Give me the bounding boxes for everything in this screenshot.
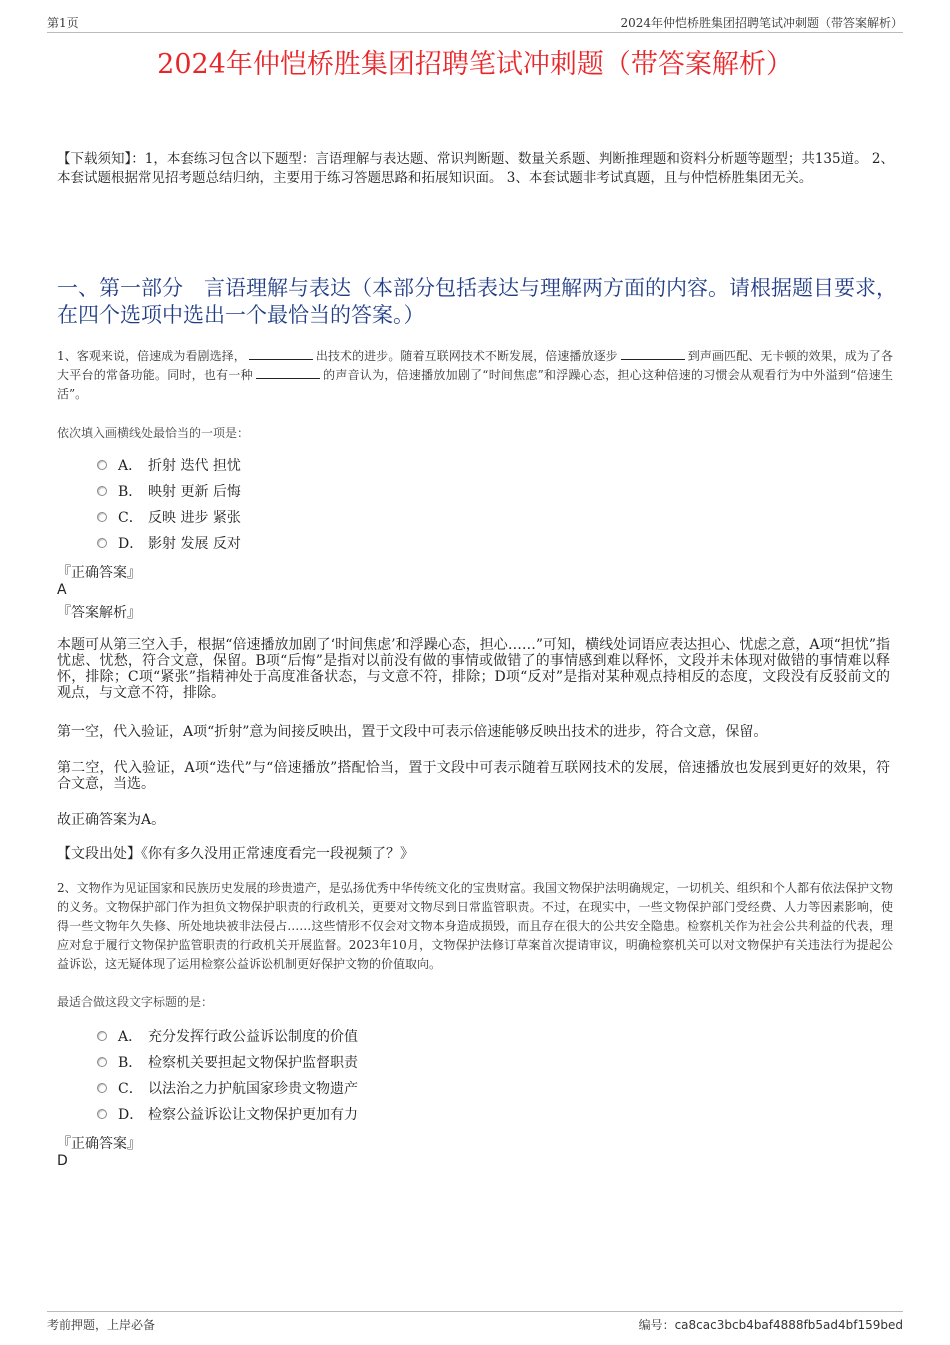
option-b[interactable] <box>97 1049 358 1075</box>
option-letter: A． <box>118 1029 143 1045</box>
radio-icon[interactable] <box>97 486 107 496</box>
download-notice: 【下载须知】：1，本套练习包含以下题型：言语理解与表达题、常识判断题、数量关系题、判断推理题和资料分析题等题型；共135道。 2、本套试题根据常见招考题总结归纳，主要用于练习答题思路和拓展知识面。 3、本套试题非考试真题，且与仲恺桥胜集团无关。 <box>57 151 894 186</box>
header-doc-title: 2024年仲恺桥胜集团招聘笔试冲刺题（带答案解析） <box>620 16 903 30</box>
correct-answer-label: 『正确答案』 <box>57 565 141 581</box>
option-d[interactable] <box>97 1101 358 1127</box>
question-1-prompt: 依次填入画横线处最恰当的一项是： <box>57 426 250 440</box>
option-text: 折射 迭代 担忧 <box>148 458 241 474</box>
option-text: 反映 进步 紧张 <box>148 510 241 526</box>
option-text: 影射 发展 反对 <box>148 536 241 552</box>
question-1-part-1: 1、客观来说，倍速成为看剧选择， <box>57 349 246 363</box>
source-citation: 【文段出处】《你有多久没用正常速度看完一段视频了？》 <box>57 846 414 862</box>
option-letter: D． <box>118 536 144 552</box>
option-letter: C． <box>118 510 143 526</box>
option-a[interactable] <box>97 452 241 478</box>
option-letter: B． <box>118 484 143 500</box>
question-2-prompt: 最适合做这段文字标题的是： <box>57 995 214 1009</box>
question-2-options <box>97 1023 358 1127</box>
option-text: 以法治之力护航国家珍贵文物遗产 <box>148 1081 358 1097</box>
section-title: 一、第一部分 言语理解与表达（本部分包括表达与理解两方面的内容。请根据题目要求，在四个选项中选出一个最恰当的答案。） <box>57 276 897 327</box>
radio-icon[interactable] <box>97 460 107 470</box>
radio-icon[interactable] <box>97 512 107 522</box>
fill-blank-3 <box>256 366 320 379</box>
option-letter: C． <box>118 1081 143 1097</box>
option-text: 检察机关要担起文物保护监督职责 <box>148 1055 358 1071</box>
page-header <box>47 14 903 32</box>
option-text: 检察公益诉讼让文物保护更加有力 <box>148 1107 358 1123</box>
option-text: 映射 更新 后悔 <box>148 484 241 500</box>
option-a[interactable] <box>97 1023 358 1049</box>
question-2-text: 2、文物作为见证国家和民族历史发展的珍贵遗产，是弘扬优秀中华传统文化的宝贵财富。我国文物保护法明确规定，一切机关、组织和个人都有依法保护文物的义务。文物保护部门作为担负文物保护职责的行政机关，更要对文物尽到日常监管职责。不过，在现实中，一些文物保护部门受经费、人力等因素影响，使得一些文物年久失修、所处地块被非法侵占……这些情形不仅会对文物本身造成损毁，而且存在很大的公共安全隐患。检察机关作为社会公共利益的代表，理应对怠于履行文物保护监管职责的行政机关开展监督。2023年10月，文物保护法修订草案首次提请审议，明确检察机关可以对文物保护有关违法行为提起公益诉讼，这无疑体现了运用检察公益诉讼机制更好保护文物的价值取向。 <box>57 881 893 971</box>
option-text: 充分发挥行政公益诉讼制度的价值 <box>148 1029 358 1045</box>
correct-answer-label: 『正确答案』 <box>57 1136 141 1152</box>
analysis-paragraph: 第一空，代入验证，A项“折射”意为间接反映出，置于文段中可表示倍速能够反映出技术的进步，符合文意，保留。 <box>57 724 768 740</box>
footer-code-label: 编号： <box>638 1318 675 1332</box>
footer-slogan: 考前押题，上岸必备 <box>47 1318 156 1332</box>
page-title: 2024年仲恺桥胜集团招聘笔试冲刺题（带答案解析） <box>157 49 793 80</box>
correct-answer: A <box>57 582 67 598</box>
option-c[interactable] <box>97 1075 358 1101</box>
header-divider <box>47 32 903 33</box>
option-c[interactable] <box>97 504 241 530</box>
question-1-part-3: 到声画匹配、无卡顿的效果，成为了各大平台的常备功能。同时，也有一种 <box>57 349 893 382</box>
question-1-part-2: 出技术的进步。随着互联网技术不断发展，倍速播放逐步 <box>315 349 618 363</box>
radio-icon[interactable] <box>97 1109 107 1119</box>
option-b[interactable] <box>97 478 241 504</box>
fill-blank-1 <box>249 347 313 360</box>
option-letter: D． <box>118 1107 144 1123</box>
radio-icon[interactable] <box>97 1057 107 1067</box>
option-d[interactable] <box>97 530 241 556</box>
question-1-text <box>57 347 893 404</box>
analysis-paragraph: 本题可从第三空入手，根据“倍速播放加剧了‘时间焦虑’和浮躁心态，担心……”可知，横线处词语应表达担心、忧虑之意，A项“担忧”指忧虑、忧愁，符合文意，保留。B项“后悔”是指对以前没有做的事情或做错了的事情感到难以释怀，文段并未体现对做错的事情难以释怀，排除；C项“紧张”指精神处于高度准备状态，与文意不符，排除；D项“反对”是指对某种观点持相反的态度，文段没有反驳前文的观点，与文意不符，排除。 <box>57 637 890 701</box>
analysis-conclusion: 故正确答案为A。 <box>57 812 166 828</box>
radio-icon[interactable] <box>97 538 107 548</box>
correct-answer: D <box>57 1153 68 1169</box>
option-letter: B． <box>118 1055 143 1071</box>
page-number: 第1页 <box>47 16 79 30</box>
radio-icon[interactable] <box>97 1031 107 1041</box>
question-1-options <box>97 452 241 556</box>
question-1-part-4: 的声音认为，倍速播放加剧了“时间焦虑”和浮躁心态，担心这种倍速的习惯会从观看行为中外溢到“倍速生活”。 <box>57 368 893 401</box>
footer-code <box>639 1316 903 1333</box>
analysis-label: 『答案解析』 <box>57 605 141 621</box>
footer-code-value: ca8cac3bcb4baf4888fb5ad4bf159bed <box>674 1318 903 1332</box>
fill-blank-2 <box>621 347 685 360</box>
footer-divider <box>47 1311 903 1312</box>
radio-icon[interactable] <box>97 1083 107 1093</box>
option-letter: A． <box>118 458 143 474</box>
analysis-paragraph: 第二空，代入验证，A项“迭代”与“倍速播放”搭配恰当，置于文段中可表示随着互联网技术的发展，倍速播放也发展到更好的效果，符合文意，当选。 <box>57 760 890 792</box>
